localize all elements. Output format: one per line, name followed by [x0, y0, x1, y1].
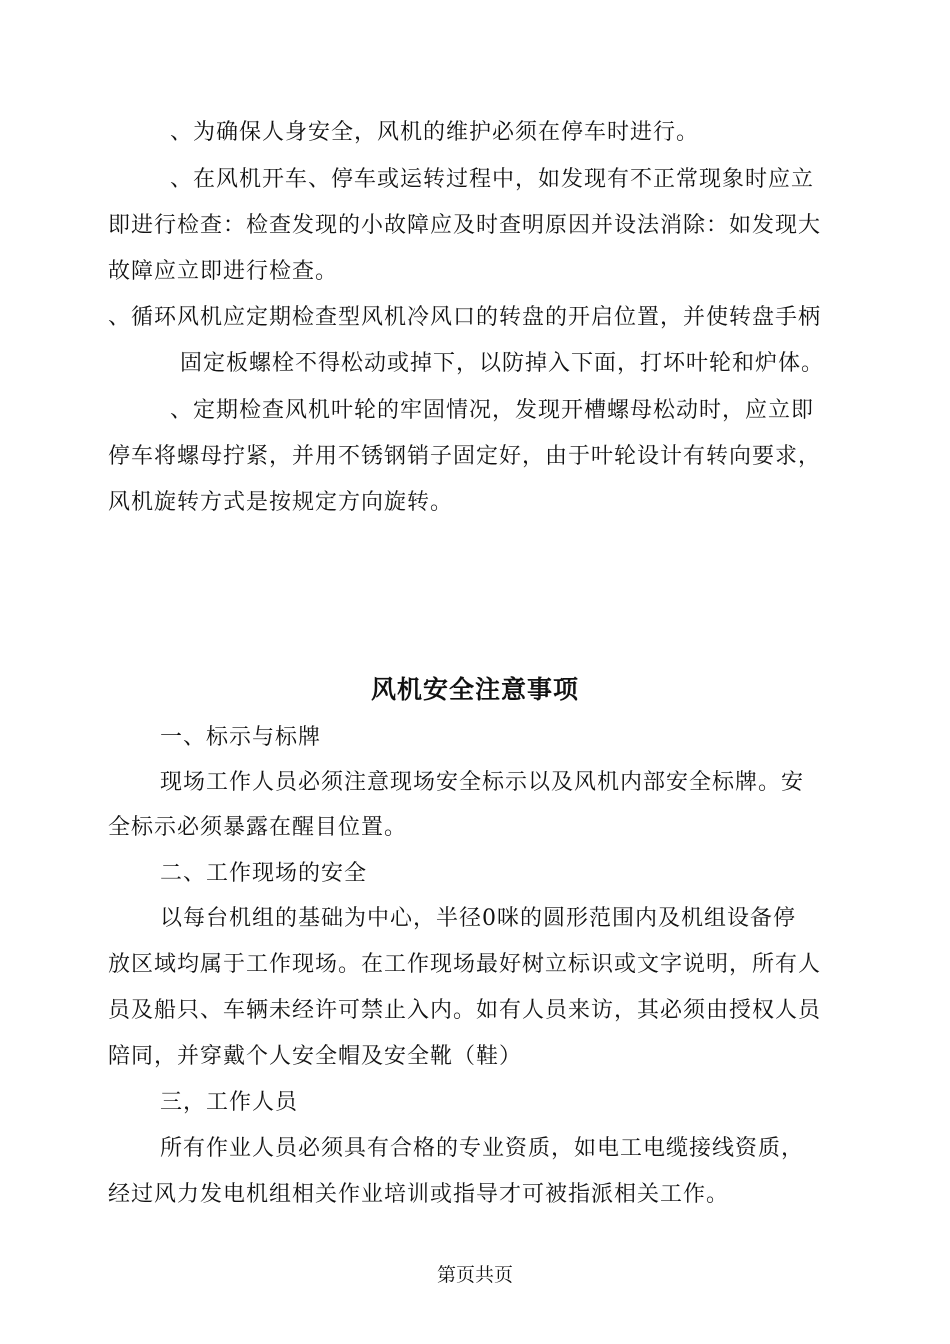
paragraph-line: 、在风机开车、停车或运转过程中，如发现有不正常现象时应立 [170, 167, 815, 192]
paragraph-line: 即进行检查：检查发现的小故障应及时查明原因并设法消除：如发现大 [108, 213, 822, 238]
paragraph-line: 固定板螺栓不得松动或掉下，以防掉入下面，打坏叶轮和炉体。 [180, 351, 825, 376]
section-title: 风机安全注意事项 [370, 675, 579, 704]
paragraph-line: 风机旋转方式是按规定方向旋转。 [108, 490, 454, 515]
paragraph-line: 放区域均属于工作现场。在工作现场最好树立标识或文字说明，所有人 [108, 952, 822, 977]
heading-line: 一、标示与标牌 [160, 725, 322, 750]
paragraph-line: 员及船只、车辆未经许可禁止入内。如有人员来访，其必须由授权人员 [108, 998, 822, 1023]
paragraph-line: 故障应立即进行检查。 [108, 259, 339, 284]
paragraph-line: 陪同，并穿戴个人安全帽及安全靴（鞋） [108, 1044, 523, 1069]
page-footer: 第页共页 [436, 1264, 513, 1286]
paragraph-line: 停车将螺母拧紧，并用不锈钢销子固定好，由于叶轮设计有转向要求， [108, 444, 822, 469]
heading-line: 三，工作人员 [160, 1090, 299, 1115]
paragraph-line: 全标示必须暴露在醒目位置。 [108, 815, 408, 840]
paragraph-line: 现场工作人员必须注意现场安全标示以及风机内部安全标牌。安 [160, 770, 805, 795]
paragraph-line: 、循环风机应定期检查型风机冷风口的转盘的开启位置，并使转盘手柄 [108, 305, 822, 330]
paragraph-line: 、为确保人身安全，风机的维护必须在停车时进行。 [170, 120, 700, 145]
paragraph-line: 所有作业人员必须具有合格的专业资质，如电工电缆接线资质， [160, 1136, 805, 1161]
heading-line: 二、工作现场的安全 [160, 861, 368, 886]
paragraph-line: 以每台机组的基础为中心，半径0咪的圆形范围内及机组设备停 [160, 906, 796, 931]
paragraph-line: 经过风力发电机组相关作业培训或指导才可被指派相关工作。 [108, 1182, 730, 1207]
paragraph-line: 、定期检查风机叶轮的牢固情况，发现开槽螺母松动时，应立即 [170, 398, 815, 423]
